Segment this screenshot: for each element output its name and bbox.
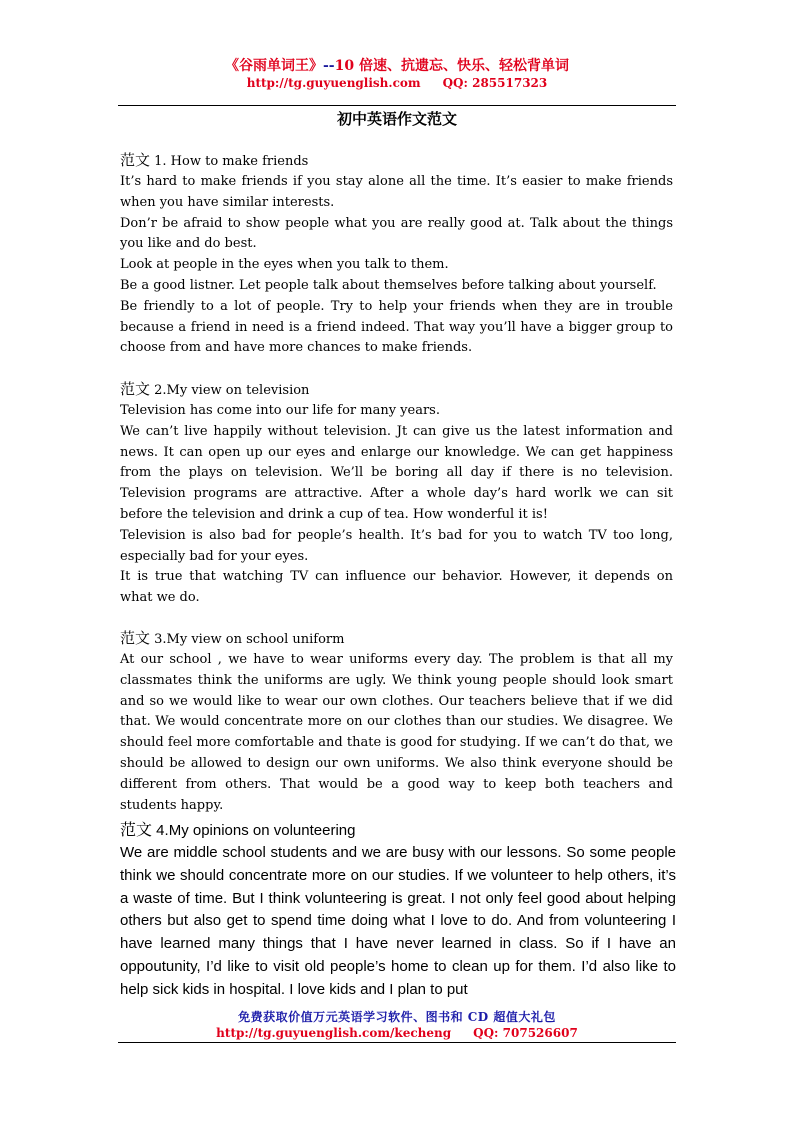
header-promo-brand: 《谷雨单词王》 — [225, 58, 323, 74]
essay-title: 1. How to make friends — [150, 154, 309, 169]
essay-paragraph: It’s hard to make friends if you stay alone all the time. It’s easier to make friends when you have similar interests. — [120, 174, 673, 210]
document-title: 初中英语作文范文 — [336, 110, 457, 128]
essay-paragraph: At our school , we have to wear uniforms every day. The problem is that all my classmates think the uniforms are ugly. We think young people should look smart and so we would like to wear our own clothes. Our teachers believe that if we did that. We would concentrate more on our clothes than our studies. We disagree. We should feel more comfortable and thate is good for studying. If we can’t do that, we should be allowed to design our own uniforms. We also think everyone should be different from others. That would be a good way to keep both teachers and students happy. — [120, 652, 673, 813]
essay-paragraph: Be friendly to a lot of people. Try to help your friends when they are in trouble because a friend in need is a friend indeed. That way you’ll have a bigger group to choose from and have more chances to make friends. — [120, 298, 673, 356]
essay-paragraph: Be a good listner. Let people talk about themselves before talking about yourself. — [120, 277, 657, 293]
essay-heading — [120, 150, 673, 172]
footer-divider — [118, 1042, 676, 1043]
footer-promo: 免费获取价值万元英语学习软件、图书和 CD 超值大礼包 — [238, 1010, 556, 1024]
essay-paragraph: Look at people in the eyes when you talk to them. — [120, 257, 449, 273]
essay-label: 范文 — [120, 820, 153, 839]
essay-paragraph: Television is also bad for people’s health. It’s bad for you to watch TV too long, especially bad for your eyes. — [120, 527, 673, 564]
header-contact — [118, 75, 676, 91]
essay-heading — [120, 819, 676, 842]
essay-label: 范文 — [120, 151, 151, 169]
header-promo-tail: 10 倍速、抗遗忘、快乐、轻松背单词 — [334, 58, 569, 74]
essay-3 — [120, 628, 673, 816]
essay-title: 4.My opinions on volunteering — [152, 822, 356, 839]
header-url-link[interactable]: http://tg.guyuenglish.com — [246, 76, 421, 90]
essay-label: 范文 — [120, 380, 151, 398]
essay-paragraph: Don’r be afraid to show people what you are really good at. Talk about the things you like and do best. — [120, 215, 673, 252]
header-promo-dash: -- — [323, 58, 335, 74]
essay-4 — [120, 819, 676, 1002]
header-qq: QQ: 285517323 — [442, 76, 548, 90]
footer-contact — [118, 1025, 676, 1041]
essay-paragraph: We can’t live happily without television. Jt can give us the latest information and news. It can open up our eyes and enlarge our knowledge. We can get happiness from the plays on television. We’ll be boring all day if there is no television. Television programs are attractive. After a whole day’s hard worlk we can sit before the television and drink a cup of tea. How wonderful it is! — [120, 423, 673, 522]
essay-paragraph: Television has come into our life for many years. — [120, 403, 440, 418]
header-promo — [118, 57, 676, 75]
essay-2 — [120, 379, 673, 609]
essay-title: 2.My view on television — [150, 383, 310, 398]
page-header — [118, 57, 676, 91]
header-divider — [118, 105, 676, 106]
essay-paragraph: We are middle school students and we are busy with our lessons. So some people think we should concentrate more on our studies. If we volunteer to help others, it’s a waste of time. But I think volunteering is great. I not only feel good about helping others but also get to spend time doing what I love to do. And from volunteering I have learned many things that I have never learned in class. So if I have an oppoutunity, I’d like to visit old people’s home to clean up for them. I’d also like to help sick kids in hospital. I love kids and I plan to put — [120, 844, 676, 998]
essay-title: 3.My view on school uniform — [150, 632, 345, 647]
page-footer — [118, 1009, 676, 1041]
footer-qq: QQ: 707526607 — [473, 1026, 578, 1040]
essay-heading — [120, 628, 673, 650]
essay-paragraph: It is true that watching TV can influence our behavior. However, it depends on what we do. — [120, 569, 673, 606]
essay-heading — [120, 379, 673, 401]
essay-1 — [120, 150, 673, 359]
footer-url-link[interactable]: http://tg.guyuenglish.com/kecheng — [216, 1026, 452, 1040]
essay-label: 范文 — [120, 629, 151, 647]
